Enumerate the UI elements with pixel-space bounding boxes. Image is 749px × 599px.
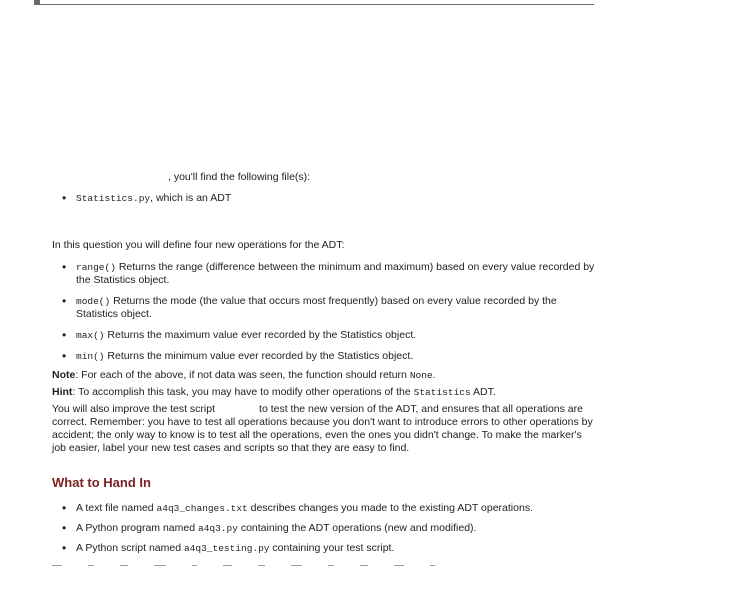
note-line	[52, 369, 436, 382]
operation-item-mode	[62, 295, 597, 321]
section-heading: What to Hand In	[52, 475, 151, 490]
hand-in-item	[62, 542, 597, 555]
file-name: Statistics.py	[76, 193, 151, 204]
note-label: Note	[52, 369, 76, 381]
operation-code: min()	[76, 351, 105, 362]
operation-item-max	[62, 329, 597, 342]
improve-text-start: You will also improve the test script	[52, 403, 216, 415]
file-list	[62, 192, 597, 205]
note-text: : For each of the above, if not data was seen, the function should return	[75, 369, 410, 381]
note-end: .	[432, 369, 436, 381]
file-item	[62, 192, 597, 205]
intro-text: , you'll find the following file(s):	[168, 171, 311, 183]
hand-in-filename: a4q3.py	[198, 523, 238, 534]
hand-in-item	[62, 522, 597, 535]
hand-in-item-text: A Python script named	[76, 542, 184, 554]
question-intro: In this question you will define four new operations for the ADT:	[52, 239, 345, 251]
operation-code: range()	[76, 262, 116, 273]
hand-in-filename: a4q3_testing.py	[183, 543, 270, 554]
improve-text-rest: to test the new version of the ADT, and ensures that all operations are correct. Remember: you have to test all operations because you don't want to introduce errors to other operations by accident; the only way to know is to test all the operations, even the ones you didn't change. To make the marker's job easier, label your new test cases and scripts so that they are easy to find.	[52, 403, 593, 454]
cut-off-text-line	[52, 565, 597, 568]
hand-in-item-text: containing your test script.	[269, 542, 395, 554]
note-code: None	[409, 370, 433, 381]
hand-in-item-text: describes changes you made to the existing ADT operations.	[247, 502, 533, 514]
operation-description: Returns the minimum value ever recorded by the Statistics object.	[104, 350, 414, 362]
operation-description: Returns the maximum value ever recorded by the Statistics object.	[104, 329, 417, 341]
operation-description: Returns the range (difference between the minimum and maximum) based on every value recorded by the Statistics object.	[76, 261, 595, 286]
operations-list	[62, 261, 597, 363]
file-description: , which is an ADT	[150, 192, 232, 204]
hand-in-item-text: A text file named	[76, 502, 157, 514]
hint-label: Hint	[52, 386, 73, 398]
hint-line	[52, 386, 496, 399]
improve-paragraph	[52, 403, 597, 455]
operation-code: mode()	[76, 296, 111, 307]
hand-in-list	[62, 502, 597, 555]
page-top-rule	[34, 4, 594, 5]
hint-code: Statistics	[413, 387, 471, 398]
hand-in-item-text: containing the ADT operations (new and modified).	[237, 522, 477, 534]
hint-end: ADT.	[470, 386, 496, 398]
hand-in-item	[62, 502, 597, 515]
hand-in-filename: a4q3_changes.txt	[156, 503, 248, 514]
operation-description: Returns the mode (the value that occurs most frequently) based on every value recorded by the Statistics object.	[76, 295, 557, 320]
operation-code: max()	[76, 330, 105, 341]
hint-text: : To accomplish this task, you may have to modify other operations of the	[72, 386, 414, 398]
hand-in-item-text: A Python program named	[76, 522, 198, 534]
operation-item-range	[62, 261, 597, 287]
operation-item-min	[62, 350, 597, 363]
